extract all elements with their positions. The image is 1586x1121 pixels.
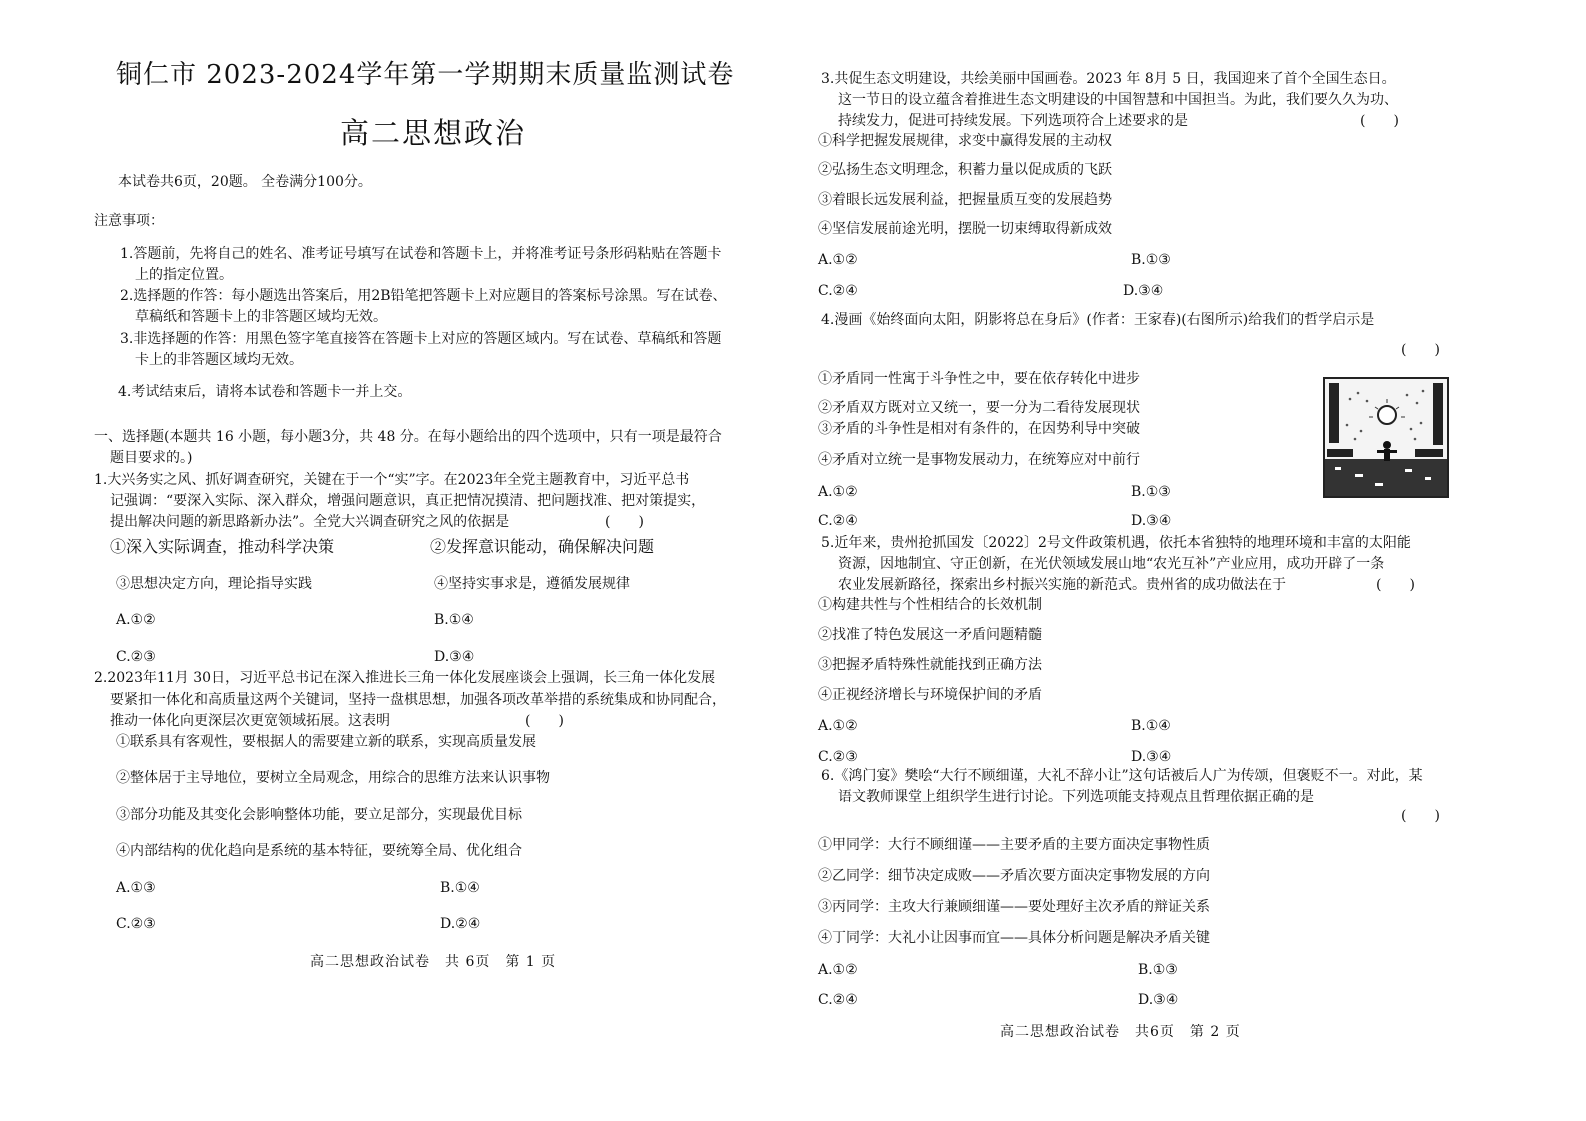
q4-statement: ①矛盾同一性寓于斗争性之中，要在依存转化中进步	[818, 371, 1140, 387]
q5-statement: ③把握矛盾特殊性就能找到正确方法	[818, 657, 1042, 673]
q6-stem: 6.《鸿门宴》樊哙“大行不顾细谨，大礼不辞小让”这句话被后人广为传颂，但褒贬不一。对此，某	[821, 768, 1423, 784]
q1-stem: 提出解决问题的新思路新办法”。全党大兴调查研究之风的依据是	[110, 514, 510, 530]
q1-stem: 记强调：“要深入实际、深入群众，增强问题意识，真正把情况摸清、把问题找准、把对策提实，	[110, 493, 706, 509]
q3-stem: 这一节日的设立蕴含着推进生态文明建设的中国智慧和中国担当。为此，我们要久久为功、	[838, 92, 1398, 108]
answer-blank: ( )	[1360, 113, 1399, 129]
q2-option: A.①③	[116, 880, 156, 896]
q4-option: C.②④	[818, 513, 858, 529]
q6-option: D.③④	[1138, 992, 1179, 1008]
q5-statement: ①构建共性与个性相结合的长效机制	[818, 597, 1042, 613]
answer-blank: ( )	[1401, 808, 1440, 824]
q1-statement: ④坚持实事求是，遵循发展规律	[434, 576, 630, 592]
exam-intro: 本试卷共6页，20题。 全卷满分100分。	[118, 174, 372, 190]
note-line: 1.答题前，先将自己的姓名、准考证号填写在试卷和答题卡上，并将准考证号条形码粘贴在答题卡	[120, 246, 722, 262]
note-line: 上的指定位置。	[135, 267, 233, 283]
q5-option: B.①④	[1131, 718, 1171, 734]
q4-option: D.③④	[1131, 513, 1172, 529]
q1-statement: ②发挥意识能动，确保解决问题	[430, 537, 655, 556]
q5-option: D.③④	[1131, 749, 1172, 765]
note-line: 2.选择题的作答：每小题选出答案后，用2B铅笔把答题卡上对应题目的答案标号涂黑。写在试卷、	[120, 288, 727, 304]
page-footer: 高二思想政治试卷 共6页 第 2 页	[1000, 1024, 1241, 1040]
q1-stem: 1.大兴务实之风、抓好调查研究，关键在于一个“实”字。在2023年全党主题教育中，习近平总书	[94, 472, 690, 488]
q3-stem: 3.共促生态文明建设，共绘美丽中国画卷。2023 年 8月 5 日，我国迎来了首个全国生态日。	[821, 71, 1396, 87]
q5-stem: 农业发展新路径，探索出乡村振兴实施的新范式。贵州省的成功做法在于	[838, 577, 1286, 593]
q5-option: C.②③	[818, 749, 858, 765]
q4-statement: ②矛盾双方既对立又统一，要一分为二看待发展现状	[818, 400, 1140, 416]
q2-statement: ④内部结构的优化趋向是系统的基本特征，要统筹全局、优化组合	[116, 843, 522, 859]
q3-option: C.②④	[818, 283, 858, 299]
q2-statement: ①联系具有客观性，要根据人的需要建立新的联系，实现高质量发展	[116, 734, 536, 750]
answer-blank: ( )	[1376, 577, 1415, 593]
q5-option: A.①②	[818, 718, 858, 734]
q6-statement: ④丁同学：大礼小让因事而宜——具体分析问题是解决矛盾关键	[818, 930, 1210, 946]
q6-statement: ②乙同学：细节决定成败——矛盾次要方面决定事物发展的方向	[818, 868, 1210, 884]
q5-statement: ②找准了特色发展这一矛盾问题精髓	[818, 627, 1042, 643]
answer-blank: ( )	[1401, 342, 1440, 358]
q1-option: B.①④	[434, 612, 474, 628]
q3-option: B.①③	[1131, 252, 1171, 268]
q1-statement: ③思想决定方向，理论指导实践	[116, 576, 312, 592]
answer-blank: ( )	[525, 713, 564, 729]
q5-stem: 资源，因地制宜、守正创新，在光伏领域发展山地“农光互补”产业应用，成功开辟了一条	[838, 556, 1385, 572]
q2-option: B.①④	[440, 880, 480, 896]
q4-option: B.①③	[1131, 484, 1171, 500]
note-line: 4.考试结束后，请将本试卷和答题卡一并上交。	[118, 384, 412, 400]
note-line: 草稿纸和答题卡上的非答题区域均无效。	[135, 309, 387, 325]
exam-subject: 高二思想政治	[340, 116, 527, 150]
q6-option: B.①③	[1138, 962, 1178, 978]
cartoon-drawing	[1325, 379, 1447, 496]
q2-statement: ③部分功能及其变化会影响整体功能，要立足部分，实现最优目标	[116, 807, 522, 823]
q2-stem: 要紧扣一体化和高质量这两个关键词，坚持一盘棋思想，加强各项改革举措的系统集成和协同配合，	[110, 692, 726, 708]
section-heading: 题目要求的。)	[110, 450, 193, 466]
q1-option: D.③④	[434, 649, 475, 665]
q1-option: C.②③	[116, 649, 156, 665]
note-line: 3.非选择题的作答：用黑色签字笔直接答在答题卡上对应的答题区域内。写在试卷、草稿纸和答题	[120, 331, 722, 347]
answer-blank: ( )	[605, 514, 644, 530]
q5-statement: ④正视经济增长与环境保护间的矛盾	[818, 687, 1042, 703]
q2-statement: ②整体居于主导地位，要树立全局观念，用综合的思维方法来认识事物	[116, 770, 550, 786]
q6-option: C.②④	[818, 992, 858, 1008]
q4-option: A.①②	[818, 484, 858, 500]
q2-stem: 推动一体化向更深层次更宽领域拓展。这表明	[110, 713, 390, 729]
exam-title: 铜仁市 2023-2024学年第一学期期末质量监测试卷	[116, 60, 735, 90]
q6-statement: ①甲同学：大行不顾细谨——主要矛盾的主要方面决定事物性质	[818, 837, 1210, 853]
q5-stem: 5.近年来，贵州抢抓国发〔2022〕2号文件政策机遇，依托本省独特的地理环境和丰富的太阳能	[821, 535, 1411, 551]
q3-statement: ④坚信发展前途光明，摆脱一切束缚取得新成效	[818, 221, 1112, 237]
q2-stem: 2.2023年11月 30日，习近平总书记在深入推进长三角一体化发展座谈会上强调，长三角一体化发展	[94, 670, 716, 686]
q2-option: D.②④	[440, 916, 481, 932]
q4-statement: ④矛盾对立统一是事物发展动力，在统筹应对中前行	[818, 452, 1140, 468]
page-footer: 高二思想政治试卷 共 6页 第 1 页	[310, 954, 557, 970]
q2-option: C.②③	[116, 916, 156, 932]
q1-option: A.①②	[116, 612, 156, 628]
q4-statement: ③矛盾的斗争性是相对有条件的，在因势利导中突破	[818, 421, 1140, 437]
q6-stem: 语文教师课堂上组织学生进行讨论。下列选项能支持观点且哲理依据正确的是	[838, 789, 1314, 805]
q3-statement: ③着眼长远发展利益，把握量质互变的发展趋势	[818, 192, 1112, 208]
q3-statement: ②弘扬生态文明理念，积蓄力量以促成质的飞跃	[818, 162, 1112, 178]
section-heading: 一、选择题(本题共 16 小题，每小题3分，共 48 分。在每小题给出的四个选项中，只有一项是最符合	[94, 429, 722, 445]
q3-stem: 持续发力，促进可持续发展。下列选项符合上述要求的是	[838, 113, 1188, 129]
page-2	[793, 0, 1586, 1121]
q3-statement: ①科学把握发展规律，求变中赢得发展的主动权	[818, 133, 1112, 149]
cartoon-image	[1323, 377, 1449, 498]
q3-option: A.①②	[818, 252, 858, 268]
q4-stem: 4.漫画《始终面向太阳，阴影将总在身后》(作者：王家春)(右图所示)给我们的哲学启示是	[821, 312, 1375, 328]
notes-heading: 注意事项：	[94, 213, 164, 229]
q6-option: A.①②	[818, 962, 858, 978]
q1-statement: ①深入实际调查，推动科学决策	[110, 537, 335, 556]
q6-statement: ③丙同学：主攻大行兼顾细谨——要处理好主次矛盾的辩证关系	[818, 899, 1210, 915]
note-line: 卡上的非答题区域均无效。	[135, 352, 303, 368]
q3-option: D.③④	[1123, 283, 1164, 299]
